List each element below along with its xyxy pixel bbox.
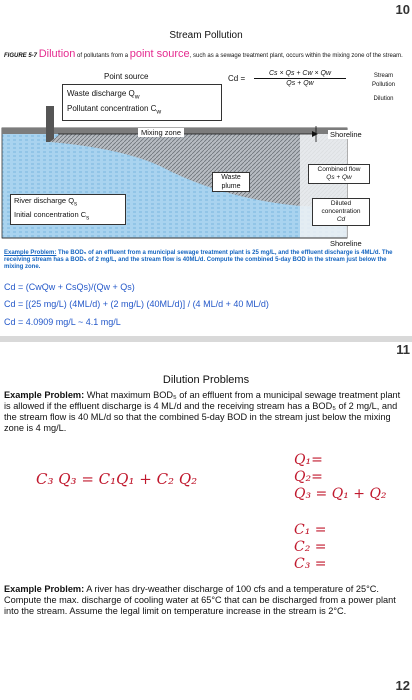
label-stream: Stream <box>373 73 394 79</box>
diluted-concentration-box: Diluted concentration Cd <box>312 198 370 226</box>
figure-caption <box>4 48 404 60</box>
q2-line: Q₂= <box>294 469 323 485</box>
next-page-number: 12 <box>395 678 410 693</box>
initial-concentration-text: Initial concentration $C_s$ <box>14 209 90 221</box>
c2-line: C₂ = <box>294 539 327 555</box>
formula-numerator: Cs × Qs + Cw × Qw <box>268 70 332 77</box>
discharge-pipe <box>46 106 54 142</box>
q1-line: Q₁= <box>294 452 323 468</box>
waste-discharge-box <box>62 84 222 121</box>
flow-variables <box>294 452 387 503</box>
figure-label: FIGURE 5-7 <box>4 53 38 59</box>
page-number: 11 <box>396 342 410 357</box>
example-problem-3 <box>4 584 406 617</box>
mixing-zone-label: Mixing zone <box>138 128 184 137</box>
equation-3: Cd = 4.0909 mg/L ~ 4.1 mg/L <box>4 317 121 327</box>
example-heading: Example Problem: <box>4 250 57 256</box>
shoreline-top-label: Shoreline <box>330 130 362 139</box>
formula-denominator: Qs + Qw <box>286 80 314 87</box>
example-problem-2 <box>4 390 406 434</box>
right-labels <box>372 72 395 104</box>
page-number: 10 <box>395 2 410 17</box>
shoreline-bottom-label: Shoreline <box>330 239 362 248</box>
c3-line: C₃ = <box>294 556 327 572</box>
slide-title: Stream Pollution <box>169 30 243 41</box>
caption-tail: , such as a sewage treatment plant, occurs within the mixing zone of the stream. <box>189 53 403 59</box>
fraction-bar <box>254 78 346 79</box>
label-pollution: Pollution <box>372 82 396 88</box>
example-heading: Example Problem: <box>4 390 85 400</box>
pollutant-concentration-text: Pollutant concentration $C_w$ <box>67 103 162 116</box>
combined-flow-box: Combined flow Qs + Qw <box>308 164 370 184</box>
cd-label: Cd = <box>228 74 246 83</box>
slide-title: Dilution Problems <box>162 374 250 386</box>
example-problem-1 <box>4 250 406 271</box>
equation-2: Cd = [(25 mg/L) (4ML/d) + (2 mg/L) (40ML/d)] / (4 ML/d + 40 ML/d) <box>4 299 269 309</box>
mass-balance-equation: C₃ Q₃ = C₁Q₁ + C₂ Q₂ <box>36 470 198 488</box>
river-discharge-box <box>10 194 126 225</box>
caption-point-source: point source <box>129 48 190 60</box>
point-source-label: Point source <box>104 72 149 81</box>
dilution-diagram <box>0 70 412 248</box>
river-discharge-text: River discharge $Q_s$ <box>14 196 78 208</box>
caption-mid: of pollutants from a <box>77 53 129 59</box>
example-heading: Example Problem: <box>4 584 85 594</box>
waste-discharge-text: Waste discharge $Q_w$ <box>67 89 140 101</box>
caption-dilution: Dilution <box>38 48 76 60</box>
c1-line: C₁ = <box>294 522 327 538</box>
example-text: A river has dry-weather discharge of 100 cfs and a temperature of 25°C. Compute the max. discharge of cooling water at 65°C that can be discharged from a power plant into the stream. Assume the legal limit on temperature increase in the stream is 2°C. <box>4 584 396 616</box>
slide-stream-pollution <box>0 0 412 336</box>
q3-line: Q₃ = Q₁ + Q₂ <box>294 486 387 502</box>
waste-plume-box: Waste plume <box>212 172 250 192</box>
slide-dilution-problems <box>0 342 412 700</box>
example-text: What maximum BOD₅ of an effluent from a municipal sewage treatment plant is allowed if the effluent discharge is 4 ML/d and the receiving stream has a BOD₅ of 2 mg/L, and the stream flow is 40 ML/d so that the combined 5-day BOD in the stream just below the mixing zone is 4 mg/L. <box>4 390 401 433</box>
concentration-variables <box>294 522 327 573</box>
label-dilution: Dilution <box>373 96 394 102</box>
example-text: The BOD₅ of an effluent from a municipal sewage treatment plant is 25 mg/L, and the effluent discharge is 4ML/d. The receiving stream has a BOD₅ of 2 mg/L, and the stream flow is 40ML/d. Compute the combined 5-day BOD in the stream just below the mixing zone. <box>4 250 393 270</box>
cd-formula <box>248 70 352 87</box>
equation-1: Cd = (CwQw + CsQs)/(Qw + Qs) <box>4 282 135 292</box>
